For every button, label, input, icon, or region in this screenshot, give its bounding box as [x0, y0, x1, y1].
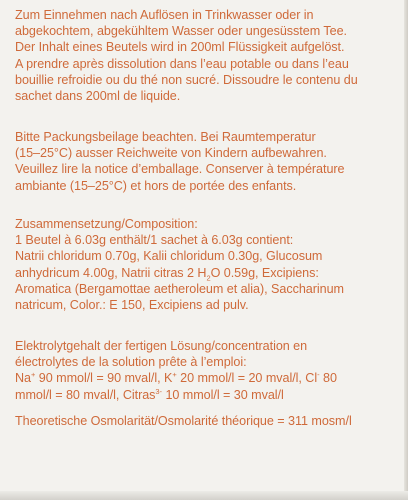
electrolyte-text: 80: [319, 371, 337, 386]
electrolyte-text: 10 mmol/l = 30 mval/l: [162, 387, 284, 402]
electrolytes-heading: électrolytes de la solution prête à l’emploi:: [15, 355, 247, 370]
superscript: -: [317, 370, 320, 380]
osmolarity-line: Theoretische Osmolarität/Osmolarité théorique = 311 mosm/l: [15, 414, 352, 428]
composition-line: Natrii chloridum 0.70g, Kalii chloridum 0.30g, Glucosum: [15, 249, 323, 264]
electrolytes-paragraph: [15, 338, 400, 403]
electrolytes-heading: Elektrolytgehalt der fertigen Lösung/concentration en: [15, 339, 308, 353]
intro-line: Zum Einnehmen nach Auflösen in Trinkwasser oder in: [15, 8, 314, 22]
superscript: +: [172, 370, 177, 380]
storage-line: Veuillez lire la notice d’emballage. Conserver à température: [15, 162, 345, 177]
electrolyte-text: 20 mmol/l = 20 mval/l, Cl: [176, 371, 318, 386]
subscript: 2: [206, 273, 211, 283]
sodium-label: Na: [15, 371, 31, 386]
electrolytes-values-line: [15, 387, 400, 403]
package-edge-bottom: [0, 491, 408, 500]
storage-line: Bitte Packungsbeilage beachten. Bei Raumtemperatur: [15, 130, 316, 144]
intro-line: A prendre après dissolution dans l’eau potable ou dans l’eau: [15, 56, 349, 71]
composition-text: O 0.59g, Excipiens:: [210, 265, 319, 280]
storage-line: ambiante (15–25°C) et hors de portée des enfants.: [15, 178, 297, 193]
composition-heading: Zusammensetzung/Composition:: [15, 217, 198, 231]
electrolyte-text: mmol/l = 80 mval/l, Citras: [15, 387, 156, 402]
intro-line: sachet dans 200ml de liquide.: [15, 89, 181, 104]
electrolytes-values-line: [15, 370, 400, 386]
intro-line: bouillie refroidie ou du thé non sucré. Dissoudre le contenu du: [15, 72, 358, 87]
composition-paragraph: [15, 216, 400, 313]
composition-line: natricum, Color.: E 150, Excipiens ad pulv.: [15, 298, 249, 313]
superscript: 3-: [155, 386, 162, 396]
electrolyte-text: 90 mmol/l = 90 mval/l, K: [35, 371, 173, 386]
composition-line: 1 Beutel à 6.03g enthält/1 sachet à 6.03g contient:: [15, 233, 294, 248]
composition-text: anhydricum 4.00g, Natrii citras 2 H: [15, 265, 207, 280]
storage-line: (15–25°C) ausser Reichweite von Kindern aufbewahren.: [15, 146, 327, 161]
intro-paragraph: [15, 7, 400, 104]
package-edge-right: [404, 0, 408, 500]
superscript: +: [31, 370, 36, 380]
storage-paragraph: [15, 129, 400, 194]
composition-line: Aromatica (Bergamottae aetheroleum et alia), Saccharinum: [15, 281, 344, 296]
intro-line: Der Inhalt eines Beutels wird in 200ml Flüssigkeit aufgelöst.: [15, 40, 345, 55]
osmolarity-paragraph: [15, 413, 400, 429]
intro-line: abgekochtem, abgekühltem Wasser oder ungesüsstem Tee.: [15, 24, 347, 39]
composition-line: [15, 265, 400, 281]
